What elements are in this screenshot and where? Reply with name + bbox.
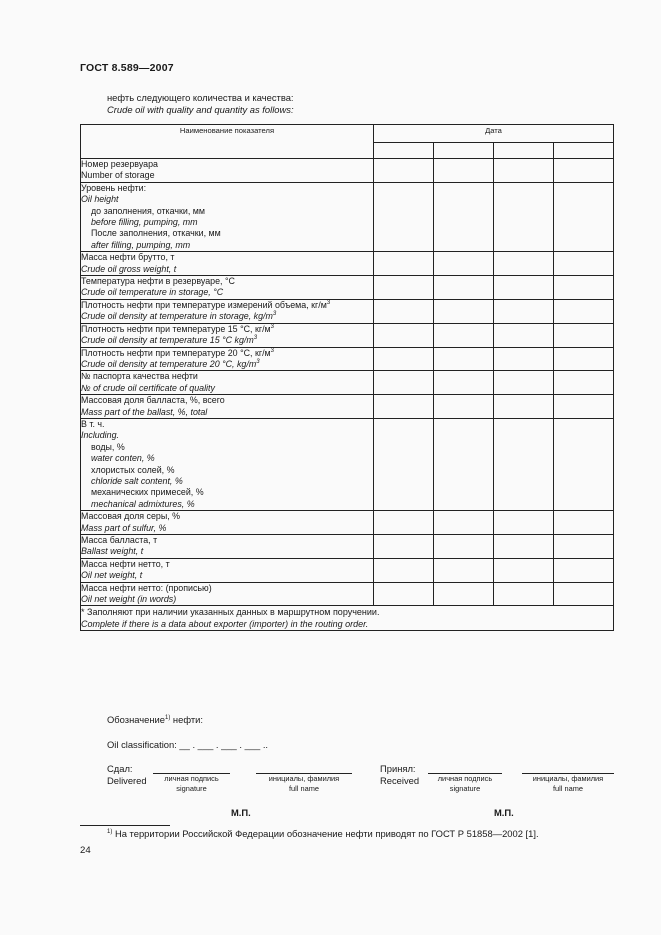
indicator-name-cell <box>81 299 374 323</box>
value-cell[interactable] <box>434 182 494 251</box>
indicator-name-ru <box>81 183 373 194</box>
superscript: 3 <box>272 311 277 318</box>
value-cell[interactable] <box>374 323 434 347</box>
value-cell[interactable] <box>434 347 494 371</box>
classification-footnote-ref: 1) <box>164 715 171 721</box>
indicator-name-en <box>81 359 373 370</box>
table-row <box>81 159 614 183</box>
table-row <box>81 182 614 251</box>
value-cell[interactable] <box>554 299 614 323</box>
delivered-label <box>107 763 147 787</box>
indicator-name-en <box>81 523 373 534</box>
superscript: 3 <box>256 358 260 365</box>
indicator-name-ru <box>81 535 373 546</box>
indicator-name-en <box>81 335 373 346</box>
received-label <box>380 763 419 787</box>
indicator-name-en <box>81 430 373 441</box>
intro-ru: нефть следующего количества и качества: <box>107 92 294 103</box>
value-cell[interactable] <box>554 511 614 535</box>
indicator-text: chloride salt content, % <box>91 475 183 486</box>
value-cell[interactable] <box>374 418 434 510</box>
delivered-ru: Сдал: <box>107 763 133 774</box>
table-footnote-en: Complete if there is a data about exporter (importer) in the routing order. <box>81 619 369 630</box>
signature-caption-ru: личная подпись <box>437 774 493 783</box>
table-row <box>81 395 614 419</box>
indicator-name-en <box>81 240 373 251</box>
received-name-field[interactable] <box>522 773 614 794</box>
indicator-name-ru <box>81 395 373 406</box>
indicator-name-en <box>81 570 373 581</box>
indicator-name-ru <box>81 371 373 382</box>
indicator-text: хлористых солей, % <box>91 464 175 475</box>
value-cell[interactable] <box>374 371 434 395</box>
value-cell[interactable] <box>554 395 614 419</box>
indicator-text: Массовая доля балласта, %, всего <box>81 395 225 406</box>
indicator-name-ru <box>81 276 373 287</box>
indicator-name-en <box>81 453 373 464</box>
stamp-place-left: М.П. <box>231 807 251 818</box>
value-cell[interactable] <box>554 371 614 395</box>
indicator-text: Плотность нефти при температуре измерений объема, кг/м <box>81 299 327 310</box>
value-cell[interactable] <box>494 371 554 395</box>
value-cell[interactable] <box>434 371 494 395</box>
indicator-text: Масса балласта, т <box>81 535 158 545</box>
value-cell[interactable] <box>494 395 554 419</box>
received-signature-field[interactable] <box>428 773 502 794</box>
name-caption-en: full name <box>553 784 583 793</box>
indicator-name-cell <box>81 182 374 251</box>
value-cell[interactable] <box>494 418 554 510</box>
standard-header: ГОСТ 8.589—2007 <box>80 62 174 74</box>
date-column-header: Дата <box>374 125 614 143</box>
indicator-name-en <box>81 407 373 418</box>
indicator-name-en <box>81 217 373 228</box>
indicator-name-en <box>81 476 373 487</box>
intro-text <box>107 92 294 116</box>
value-cell[interactable] <box>434 582 494 606</box>
indicator-name-en <box>81 383 373 394</box>
page-footnote <box>107 828 539 839</box>
indicator-text: Including. <box>81 430 119 441</box>
table-row <box>81 511 614 535</box>
indicator-name-ru <box>81 252 373 263</box>
indicator-name-cell <box>81 511 374 535</box>
footnote-text: На территории Российской Федерации обозначение нефти приводят по ГОСТ Р 51858—2002 [1]. <box>112 828 539 839</box>
indicator-text: Плотность нефти при температуре 20 °С, кг/м <box>81 347 271 358</box>
indicator-name-cell <box>81 371 374 395</box>
table-row <box>81 582 614 606</box>
delivered-name-field[interactable] <box>256 773 352 794</box>
indicator-text: after filling, pumping, mm <box>91 239 191 250</box>
intro-en: Crude oil with quality and quantity as follows: <box>107 104 294 115</box>
classification-label-start: Обозначение <box>107 714 165 725</box>
table-row <box>81 558 614 582</box>
indicator-text: Ballast weight, t <box>81 546 144 557</box>
value-cell[interactable] <box>554 347 614 371</box>
indicator-name-ru <box>81 419 373 430</box>
table-footnote-ru: * Заполняют при наличии указанных данных в маршрутном поручении. <box>81 607 380 618</box>
indicator-text: механических примесей, % <box>91 487 204 498</box>
delivered-signature-field[interactable] <box>153 773 230 794</box>
value-cell[interactable] <box>494 299 554 323</box>
value-cell[interactable] <box>374 159 434 183</box>
value-cell[interactable] <box>374 182 434 251</box>
value-cell[interactable] <box>434 159 494 183</box>
classification-label-end: нефти: <box>170 714 203 725</box>
indicator-text: before filling, pumping, mm <box>91 217 198 228</box>
date-cell[interactable] <box>554 143 614 159</box>
value-cell[interactable] <box>494 276 554 300</box>
indicator-name-ru <box>81 465 373 476</box>
date-cell[interactable] <box>434 143 494 159</box>
value-cell[interactable] <box>554 558 614 582</box>
indicator-text: Mass part of the ballast, %, total <box>81 406 208 417</box>
indicator-text: Mass part of sulfur, % <box>81 522 167 533</box>
indicator-name-ru <box>81 511 373 522</box>
indicator-text: Уровень нефти: <box>81 182 147 193</box>
indicator-name-cell <box>81 347 374 371</box>
received-en: Received <box>380 775 420 786</box>
value-cell[interactable] <box>434 418 494 510</box>
indicator-text: Crude oil density at temperature 20 °C, kg/m <box>81 358 257 369</box>
table-footnote <box>81 606 614 631</box>
indicator-name-ru <box>81 324 373 335</box>
value-cell[interactable] <box>554 276 614 300</box>
indicator-text: В т. ч. <box>81 418 105 429</box>
indicator-text: Плотность нефти при температуре 15 °С, кг/м <box>81 323 271 334</box>
indicator-name-ru <box>81 487 373 498</box>
table-row <box>81 371 614 395</box>
signature-caption-en: signature <box>176 784 207 793</box>
name-caption-ru: инициалы, фамилия <box>268 774 340 783</box>
table-row <box>81 347 614 371</box>
indicator-name-cell <box>81 418 374 510</box>
value-cell[interactable] <box>374 395 434 419</box>
indicator-text: water conten, % <box>91 453 155 464</box>
indicator-name-en <box>81 287 373 298</box>
value-cell[interactable] <box>494 558 554 582</box>
footnote-divider <box>80 825 170 826</box>
indicator-name-cell <box>81 535 374 559</box>
footnote-marker: 1) <box>107 829 113 835</box>
value-cell[interactable] <box>374 582 434 606</box>
indicator-text: № паспорта качества нефти <box>81 371 198 382</box>
name-caption-en: full name <box>289 784 319 793</box>
indicator-name-ru <box>81 348 373 359</box>
name-caption-ru: инициалы, фамилия <box>532 774 604 783</box>
superscript: 3 <box>326 299 331 306</box>
indicator-name-en <box>81 546 373 557</box>
table-row <box>81 276 614 300</box>
indicator-name-ru <box>81 442 373 453</box>
indicator-name-ru <box>81 170 373 181</box>
indicator-text: Масса нефти брутто, т <box>81 252 175 263</box>
value-cell[interactable] <box>434 558 494 582</box>
value-cell[interactable] <box>374 276 434 300</box>
indicator-name-ru <box>81 159 373 170</box>
table-row <box>81 535 614 559</box>
value-cell[interactable] <box>494 511 554 535</box>
date-cell[interactable] <box>374 143 434 159</box>
value-cell[interactable] <box>554 582 614 606</box>
value-cell[interactable] <box>374 252 434 276</box>
indicator-text: № of crude oil certificate of quality <box>81 382 215 393</box>
indicator-text: Масса нефти нетто: (прописью) <box>81 582 212 593</box>
value-cell[interactable] <box>374 535 434 559</box>
indicator-text: до заполнения, откачки, мм <box>91 205 205 216</box>
value-cell[interactable] <box>434 535 494 559</box>
value-cell[interactable] <box>434 395 494 419</box>
indicator-name-cell <box>81 276 374 300</box>
superscript: 3 <box>270 347 275 354</box>
indicator-name-en <box>81 311 373 322</box>
value-cell[interactable] <box>374 511 434 535</box>
value-cell[interactable] <box>374 558 434 582</box>
indicator-name-ru <box>81 559 373 570</box>
indicator-name-en <box>81 264 373 275</box>
value-cell[interactable] <box>554 418 614 510</box>
indicator-name-cell <box>81 558 374 582</box>
value-cell[interactable] <box>494 159 554 183</box>
quality-table <box>80 124 614 631</box>
table-row <box>81 252 614 276</box>
received-ru: Принял: <box>380 763 416 774</box>
value-cell[interactable] <box>494 252 554 276</box>
classification-label <box>107 714 203 725</box>
indicator-text: Crude oil temperature in storage, °C <box>81 287 224 298</box>
indicator-text: Oil net weight (in words) <box>81 594 177 605</box>
indicator-text: mechanical admixtures, % <box>91 498 195 509</box>
indicator-name-en <box>81 499 373 510</box>
value-cell[interactable] <box>434 276 494 300</box>
indicator-text: Oil height <box>81 194 119 205</box>
table-row <box>81 418 614 510</box>
value-cell[interactable] <box>494 347 554 371</box>
indicator-name-cell <box>81 582 374 606</box>
indicator-name-cell <box>81 159 374 183</box>
indicator-text: После заполнения, откачки, мм <box>91 228 221 239</box>
indicator-text: воды, % <box>91 441 125 452</box>
value-cell[interactable] <box>434 252 494 276</box>
value-cell[interactable] <box>494 182 554 251</box>
superscript: 3 <box>270 323 275 330</box>
indicator-text: Crude oil gross weight, t <box>81 263 177 274</box>
indicator-name-cell <box>81 323 374 347</box>
signature-caption-en: signature <box>449 784 481 793</box>
indicator-name-ru <box>81 583 373 594</box>
stamp-place-right: М.П. <box>494 807 514 818</box>
indicator-text: Number of storage <box>81 170 155 181</box>
indicator-text: Температура нефти в резервуаре, °С <box>81 276 235 287</box>
value-cell[interactable] <box>554 323 614 347</box>
signature-caption-ru: личная подпись <box>164 774 219 783</box>
table-row <box>81 299 614 323</box>
value-cell[interactable] <box>434 323 494 347</box>
indicator-name-en <box>81 594 373 605</box>
table-row <box>81 323 614 347</box>
table-body <box>81 159 614 606</box>
indicator-text: Масса нефти нетто, т <box>81 558 170 569</box>
indicator-name-ru <box>81 228 373 239</box>
delivered-en: Delivered <box>107 775 147 786</box>
indicator-name-en <box>81 194 373 205</box>
value-cell[interactable] <box>554 182 614 251</box>
value-cell[interactable] <box>554 535 614 559</box>
name-column-header: Наименование показателя <box>81 125 374 159</box>
value-cell[interactable] <box>494 582 554 606</box>
indicator-text: Oil net weight, t <box>81 570 143 581</box>
indicator-name-ru <box>81 206 373 217</box>
value-cell[interactable] <box>374 299 434 323</box>
indicator-text: Номер резервуара <box>81 159 158 169</box>
value-cell[interactable] <box>374 347 434 371</box>
indicator-name-cell <box>81 395 374 419</box>
indicator-text: Crude oil density at temperature in storage, kg/m <box>81 311 273 322</box>
indicator-text: Массовая доля серы, % <box>81 511 181 522</box>
value-cell[interactable] <box>554 159 614 183</box>
value-cell[interactable] <box>554 252 614 276</box>
value-cell[interactable] <box>494 535 554 559</box>
date-cell[interactable] <box>494 143 554 159</box>
value-cell[interactable] <box>434 511 494 535</box>
oil-classification-field[interactable]: Oil classification: __ . ___ . ___ . ___ .. <box>107 739 269 750</box>
indicator-name-ru <box>81 300 373 311</box>
indicator-name-cell <box>81 252 374 276</box>
page-number: 24 <box>80 845 91 856</box>
value-cell[interactable] <box>434 299 494 323</box>
superscript: 3 <box>253 335 258 342</box>
indicator-text: Crude oil density at temperature 15 °C kg/m <box>81 335 254 346</box>
value-cell[interactable] <box>494 323 554 347</box>
